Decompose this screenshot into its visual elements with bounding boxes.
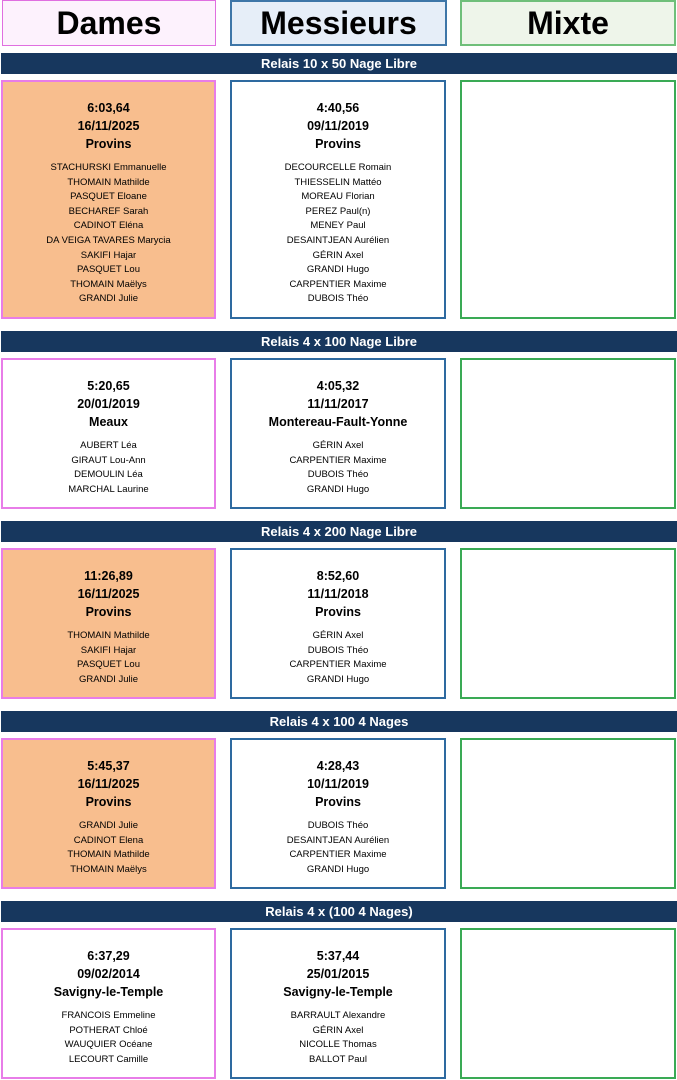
record-time: 5:37,44 [316, 949, 360, 963]
record-date: 16/11/2025 [77, 777, 140, 791]
record-place: Provins [85, 137, 132, 151]
swimmer-name: PASQUET Lou [76, 264, 140, 276]
record-date: 09/11/2019 [307, 119, 369, 133]
section-title: Relais 4 x 200 Nage Libre [1, 521, 677, 542]
swimmer-list [232, 1009, 444, 1067]
record-date: 20/01/2019 [77, 397, 140, 411]
record-time: 4:28,43 [316, 759, 360, 773]
record-time: 5:20,65 [87, 379, 130, 393]
record-date: 10/11/2019 [307, 777, 369, 791]
swimmer-name: FRANCOIS Emmeline [61, 1010, 156, 1021]
record-date: 11/11/2017 [307, 397, 369, 411]
record-messieurs [230, 738, 446, 889]
swimmer-list [3, 1009, 214, 1067]
swimmer-list [232, 629, 444, 687]
swimmer-name: LECOURT Camille [68, 1053, 149, 1065]
swimmer-name: MOREAU Florian [301, 191, 375, 203]
record-dames [1, 928, 216, 1079]
swimmer-name: GÉRIN Axel [312, 1024, 364, 1036]
swimmer-name: GÉRIN Axel [312, 440, 364, 451]
swimmer-name: GRANDI Julie [78, 820, 139, 831]
swimmer-name: GRANDI Hugo [306, 264, 370, 276]
record-time: 11:26,89 [84, 569, 133, 583]
swimmer-name: POTHERAT Chloé [69, 1024, 148, 1036]
swimmer-name: DA VEIGA TAVARES Marycia [46, 234, 171, 246]
record-messieurs [230, 80, 446, 319]
swimmer-name: NICOLLE Thomas [299, 1039, 377, 1051]
record-time: 4:05,32 [316, 379, 360, 393]
section-title: Relais 4 x 100 4 Nages [1, 711, 677, 732]
record-place: Montereau-Fault-Yonne [268, 415, 408, 429]
swimmer-name: WAUQUIER Océane [64, 1039, 153, 1051]
record-mixte-empty [460, 358, 676, 509]
swimmer-name: CARPENTIER Maxime [289, 659, 387, 671]
swimmer-name: AUBERT Léa [80, 440, 137, 451]
record-time: 6:03,64 [87, 101, 130, 115]
swimmer-name: THOMAIN Maëlys [70, 863, 147, 875]
record-dames [1, 358, 216, 509]
record-place: Provins [315, 605, 361, 619]
record-place: Savigny-le-Temple [53, 985, 164, 999]
swimmer-name: CADINOT Elena [73, 834, 144, 846]
swimmer-name: DESAINTJEAN Aurélien [286, 834, 390, 846]
record-date: 25/01/2015 [306, 967, 370, 981]
header-mixte: Mixte [460, 0, 676, 46]
swimmer-name: DUBOIS Théo [307, 469, 369, 481]
swimmer-name: CARPENTIER Maxime [289, 278, 387, 290]
record-date: 11/11/2018 [307, 587, 369, 601]
swimmer-name: THOMAIN Mathilde [67, 630, 150, 641]
record-date: 16/11/2025 [77, 119, 140, 133]
record-dames [1, 80, 216, 319]
swimmer-list [3, 439, 214, 497]
record-messieurs [230, 358, 446, 509]
swimmer-name: CARPENTIER Maxime [289, 849, 387, 861]
swimmer-name: GÉRIN Axel [312, 630, 364, 641]
header-messieurs: Messieurs [230, 0, 447, 46]
record-mixte-empty [460, 80, 676, 319]
header-dames: Dames [2, 0, 216, 46]
swimmer-name: DUBOIS Théo [307, 293, 369, 305]
record-mixte-empty [460, 548, 676, 699]
record-place: Meaux [89, 415, 128, 429]
record-time: 5:45,37 [87, 759, 130, 773]
swimmer-name: MARCHAL Laurine [68, 483, 149, 495]
swimmer-list [232, 819, 444, 877]
swimmer-name: THIESSELIN Mattéo [294, 176, 382, 188]
swimmer-name: SAKIFI Hajar [80, 644, 137, 656]
swimmer-name: MENEY Paul [310, 220, 366, 232]
swimmer-name: GÉRIN Axel [312, 249, 364, 261]
record-date: 16/11/2025 [77, 587, 140, 601]
record-place: Provins [315, 137, 361, 151]
swimmer-name: STACHURSKI Emmanuelle [50, 162, 167, 173]
section-title: Relais 10 x 50 Nage Libre [1, 53, 677, 74]
swimmer-name: SAKIFI Hajar [80, 249, 137, 261]
record-place: Provins [85, 605, 132, 619]
swimmer-name: DUBOIS Théo [307, 644, 369, 656]
swimmer-name: DESAINTJEAN Aurélien [286, 234, 390, 246]
swimmer-name: BECHAREF Sarah [68, 205, 149, 217]
swimmer-name: DEMOULIN Léa [74, 469, 143, 481]
section-title: Relais 4 x (100 4 Nages) [1, 901, 677, 922]
swimmer-name: THOMAIN Maëlys [70, 278, 147, 290]
swimmer-name: CARPENTIER Maxime [289, 454, 387, 466]
swimmer-name: BARRAULT Alexandre [290, 1010, 386, 1021]
swimmer-name: GRANDI Hugo [306, 483, 370, 495]
swimmer-name: CADINOT Eléna [73, 220, 144, 232]
swimmer-list [3, 161, 214, 307]
swimmer-name: GRANDI Julie [78, 673, 139, 685]
record-time: 4:40,56 [316, 101, 360, 115]
record-dames [1, 548, 216, 699]
swimmer-name: GRANDI Julie [78, 293, 139, 305]
swimmer-list [3, 819, 214, 877]
swimmer-name: PEREZ Paul(n) [305, 205, 371, 217]
swimmer-list [3, 629, 214, 687]
swimmer-name: GRANDI Hugo [306, 673, 370, 685]
swimmer-name: PASQUET Lou [76, 659, 140, 671]
record-place: Provins [315, 795, 361, 809]
swimmer-name: DUBOIS Théo [307, 820, 369, 831]
section-title: Relais 4 x 100 Nage Libre [1, 331, 677, 352]
swimmer-list [232, 161, 444, 307]
swimmer-name: GIRAUT Lou-Ann [71, 454, 146, 466]
swimmer-name: BALLOT Paul [309, 1053, 367, 1065]
record-time: 6:37,29 [87, 949, 130, 963]
swimmer-list [232, 439, 444, 497]
swimmer-name: DECOURCELLE Romain [284, 162, 392, 173]
record-messieurs [230, 928, 446, 1079]
record-mixte-empty [460, 738, 676, 889]
record-place: Provins [85, 795, 132, 809]
swimmer-name: PASQUET Eloane [70, 191, 147, 203]
record-date: 09/02/2014 [77, 967, 140, 981]
swimmer-name: THOMAIN Mathilde [67, 176, 150, 188]
swimmer-name: GRANDI Hugo [306, 863, 370, 875]
record-dames [1, 738, 216, 889]
record-time: 8:52,60 [316, 569, 360, 583]
record-messieurs [230, 548, 446, 699]
record-place: Savigny-le-Temple [283, 985, 393, 999]
record-mixte-empty [460, 928, 676, 1079]
swimmer-name: THOMAIN Mathilde [67, 849, 150, 861]
